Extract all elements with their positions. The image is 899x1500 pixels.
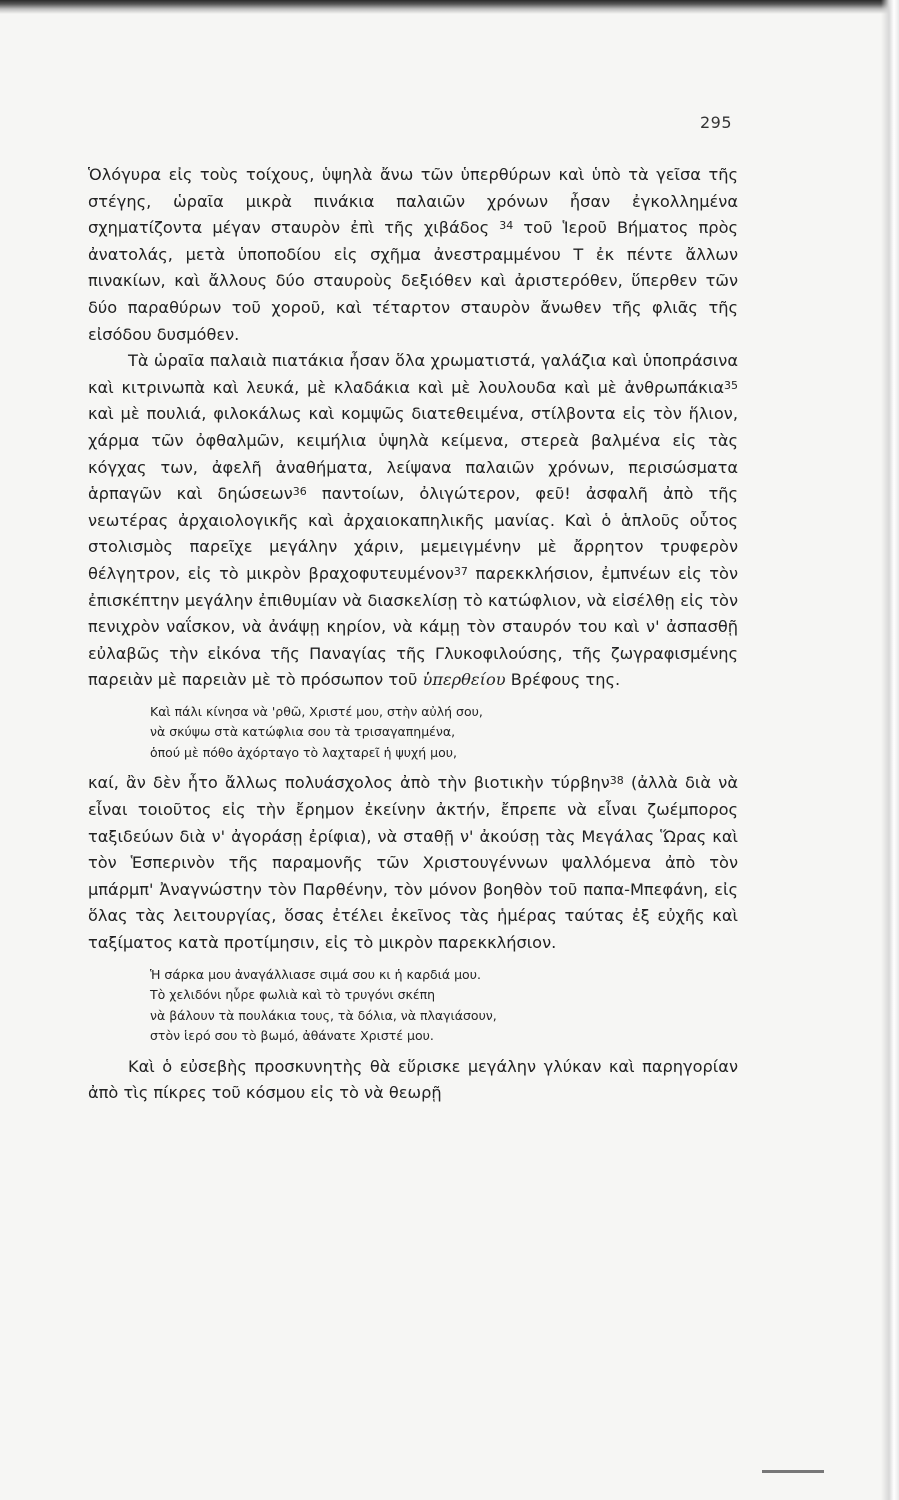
paragraph-3 [88, 770, 738, 956]
paragraph-2-text-a: Τὰ ὡραῖα παλαιὰ πιατάκια ἦσαν ὅλα χρωματιστά, γαλάζια καὶ ὑποπράσινα καὶ κιτρινωπὰ καὶ λευκά, μὲ κλαδάκια καὶ μὲ λουλουδα καὶ μὲ ἀνθρωπάκια [88, 351, 738, 397]
footnote-ref-38: 38 [609, 774, 624, 788]
verse-line: νὰ βάλουν τὰ πουλάκια τους, τὰ δόλια, νὰ πλαγιάσουν, [150, 1007, 497, 1023]
scan-top-edge [0, 0, 899, 14]
page-number: 295 [700, 113, 733, 132]
footnote-ref-37: 37 [453, 565, 468, 579]
paragraph-2-text-c: παντοίων, ὀλιγώτερον, φεῦ! ἀσφαλῆ ἀπὸ τῆς νεωτέρας ἀρχαιολογικῆς καὶ ἀρχαιοκαπηλικῆς μανίας. Καὶ ὁ ἁπλοῦς οὗτος στολισμὸς παρεῖχε μεγάλην χάριν, μεμειγμένην μὲ ἄρρητον τρυφερὸν θέλγητρον, εἰς τὸ μικρὸν βραχοφυτευμένον [88, 484, 738, 583]
paragraph-2-text-d: παρεκκλήσιον, ἐμπνέων εἰς τὸν ἐπισκέπτην μεγάλην ἐπιθυμίαν νὰ διασκελίσῃ τὸ κατώφλιον, νὰ εἰσέλθῃ εἰς τὸν πενιχρὸν ναΐσκον, νὰ ἀνάψῃ κηρίον, νὰ κάμῃ τὸν σταυρόν του καὶ ν' ἀσπασθῇ εὐλαβῶς τὴν εἰκόνα τῆς Παναγίας τῆς Γλυκοφιλούσης, τῆς ζωγραφισμένης παρειὰν μὲ παρειὰν μὲ τὸ πρόσωπον τοῦ [88, 563, 738, 690]
verse-line: Τὸ χελιδόνι ηὗρε φωλιὰ καὶ τὸ τρυγόνι σκέπη [150, 987, 436, 1003]
footer-rule [762, 1470, 824, 1473]
paragraph-4: Καὶ ὁ εὐσεβὴς προσκυνητὴς θὰ εὕρισκε μεγάλην γλύκαν καὶ παρηγορίαν ἀπὸ τὶς πίκρες τοῦ κόσμου εἰς τὸ νὰ θεωρῇ [88, 1056, 738, 1103]
verse-line: ὁπού μὲ πόθο ἀχόρταγο τὸ λαχταρεῖ ἡ ψυχή μου, [150, 744, 457, 760]
verse-block-2 [88, 965, 738, 1047]
paragraph-1-text-cont: τοῦ Ἱεροῦ Βήματος πρὸς ἀνατολάς, μετὰ ὑποποδίου εἰς σχῆμα ἀνεστραμμένου Τ ἐκ πέντε ἄλλων πινακίων, καὶ ἄλλους δύο σταυροὺς δεξιόθεν καὶ ἀριστερόθεν, ὕπερθεν τῶν δύο παραθύρων τοῦ χοροῦ, καὶ τέταρτον σταυρὸν ἄνωθεν τῆς φλιᾶς τῆς εἰσόδου δυσμόθεν. [88, 218, 738, 344]
page-body [88, 162, 738, 1107]
handwritten-word: ὑπερθείου [422, 670, 506, 690]
verse-line: Ἡ σάρκα μου ἀναγάλλιασε σιμά σου κι ἡ καρδιά μου. [150, 966, 481, 982]
paragraph-1-text: Ὁλόγυρα εἰς τοὺς τοίχους, ὑψηλὰ ἄνω τῶν ὑπερθύρων καὶ ὑπὸ τὰ γεῖσα τῆς στέγης, ὡραῖα μικρὰ πινάκια παλαιῶν χρόνων ἦσαν ἐγκολλημένα σχηματίζοντα μέγαν σταυρὸν ἐπὶ τῆς χιβάδος [88, 165, 738, 238]
paragraph-1 [88, 162, 738, 348]
scan-right-edge [881, 0, 899, 1500]
verse-line: νὰ σκύψω στὰ κατώφλια σου τὰ τρισαγαπημένα, [150, 724, 456, 740]
footnote-ref-35: 35 [724, 378, 738, 392]
paragraph-3-text-a: καί, ἂν δὲν ἦτο ἄλλως πολυάσχολος ἀπὸ τὴν βιοτικὴν τύρβην [88, 773, 610, 793]
paragraph-2 [88, 348, 738, 694]
paragraph-3-text-b: (ἀλλὰ διὰ νὰ εἶναι τοιοῦτος εἰς τὴν ἔρημον ἐκείνην ἀκτήν, ἔπρεπε νὰ εἶναι ζωέμπορος ταξιδεύων διὰ ν' ἀγοράσῃ ἐρίφια), νὰ σταθῇ ν' ἀκούσῃ τὰς Μεγάλας Ὥρας καὶ τὸν Ἑσπερινὸν τῆς παραμονῆς τῶν Χριστουγέννων ψαλλόμενα ἀπὸ τὸν μπάρμπ' Ἀναγνώστην τὸν Παρθένην, τὸν μόνον βοηθὸν τοῦ παπα-Μπεφάνη, εἰς ὅλας τὰς λειτουργίας, ὅσας ἐτέλει ἐκεῖνος τὰς ἡμέρας ταύτας ἐξ εὐχῆς καὶ ταξίματος κατὰ προτίμησιν, εἰς τὸ μικρὸν παρεκκλήσιον. [88, 773, 738, 952]
paragraph-2-text-b: καὶ μὲ πουλιά, φιλοκάλως καὶ κομψῶς διατεθειμένα, στίλβοντα εἰς τὸν ἥλιον, χάρμα τῶν ὀφθαλμῶν, κειμήλια ὑψηλὰ κείμενα, στερεὰ βαλμένα εἰς τὰς κόγχας των, ἀφελῆ ἀναθήματα, λείψανα παλαιῶν χρόνων, περισώσματα ἁρπαγῶν καὶ δηώσεων [88, 404, 738, 504]
verse-line: Καὶ πάλι κίνησα νὰ 'ρθῶ, Χριστέ μου, στὴν αὐλή σου, [150, 703, 483, 719]
paragraph-2-text-e: Βρέφους της. [510, 670, 621, 690]
verse-line: στὸν ἱερό σου τὸ βωμό, ἀθάνατε Χριστέ μου. [150, 1028, 434, 1044]
footnote-ref-36: 36 [292, 485, 307, 499]
verse-block-1 [88, 702, 738, 764]
footnote-ref-34: 34 [499, 219, 514, 233]
